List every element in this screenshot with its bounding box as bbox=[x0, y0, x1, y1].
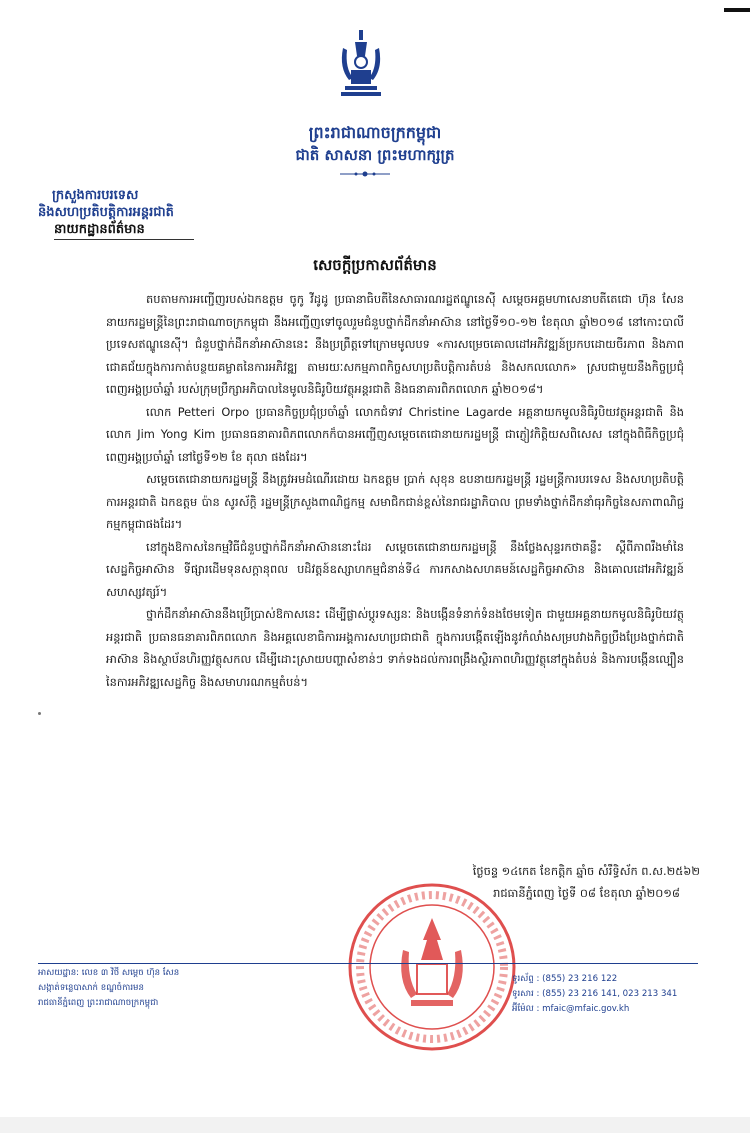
footer-divider bbox=[38, 963, 698, 964]
document-title: សេចក្តីប្រកាសព័ត៌មាន bbox=[313, 256, 437, 274]
document-body bbox=[106, 288, 684, 693]
page-bottom-bar bbox=[0, 1117, 750, 1133]
body-paragraph: លោក Petteri Orpo ប្រធានកិច្ចប្រជុំប្រចាំឆ្នាំ លោកជំទាវ Christine Lagarde អគ្គនាយកមូលនិធិរូបិយវត្ថុអន្តរជាតិ និងលោក Jim Yong Kim ប្រធានធនាគារពិភពលោកក៏បានអញ្ជើញសម្តេចតេជោនាយករដ្ឋមន្ត្រី ជាភ្ញៀវកិត្តិយសពិសេស នៅក្នុងពិធីកិច្ចប្រជុំពេញអង្គប្រចាំឆ្នាំ នៅថ្ងៃទី១២ ខែ តុលា ផងដែរ។ bbox=[106, 404, 684, 464]
kingdom-name: ព្រះរាជាណាចក្រកម្ពុជា bbox=[308, 123, 442, 142]
scan-speck bbox=[38, 712, 41, 715]
fax-number: ទូរសារ : (855) 23 216 141, 023 213 341 bbox=[512, 989, 678, 999]
footer-address bbox=[38, 966, 179, 1011]
phone-number: ទូរស័ព្ទ : (855) 23 216 122 bbox=[512, 974, 618, 984]
address-line: រាជធានីភ្នំពេញ ព្រះរាជាណាចក្រកម្ពុជា bbox=[38, 998, 159, 1008]
footer-contact bbox=[512, 972, 677, 1017]
lunar-date: ថ្ងៃចន្ទ ១៤កេត ខែកត្តិក ឆ្នាំច សំរឹទ្ធិស័ក ព.ស.២៥៦២ bbox=[472, 864, 700, 878]
body-paragraph: នៅក្នុងឱកាសនៃកម្មវិធីជំនួបថ្នាក់ដឹកនាំអាស៊ាននោះដែរ សម្តេចតេជោនាយករដ្ឋមន្ត្រី នឹងថ្លែងសុន្ទរកថាគន្លឹះ ស្តីពីភាពរឹងមាំនៃសេដ្ឋកិច្ចអាស៊ាន ទីផ្សារដើមទុនសក្តានុពល បដិវត្តន៍ឧស្សាហកម្មជំនាន់ទី៤ ការកសាងសហគមន៍សេដ្ឋកិច្ចអាស៊ាន និងគោលដៅអភិវឌ្ឍន៍សហស្សវត្សរ៍។ bbox=[106, 539, 684, 599]
date-block bbox=[430, 860, 700, 904]
address-line: សង្កាត់ទន្លេបាសាក់ ខណ្ឌចំការមន bbox=[38, 983, 144, 993]
ministry-name: ក្រសួងការបរទេស bbox=[52, 188, 139, 203]
ministry-underline bbox=[54, 239, 194, 240]
email-address: អ៊ីម៉ែល : mfaic@mfaic.gov.kh bbox=[512, 1004, 630, 1014]
address-line: អាសយដ្ឋាន: លេខ ៣ វិថី សម្តេច ហ៊ុន សែន bbox=[38, 968, 180, 978]
ornament-divider-icon bbox=[340, 170, 390, 178]
ministry-heading bbox=[38, 187, 194, 240]
ministry-name-cont: និងសហប្រតិបត្តិការអន្តរជាតិ bbox=[38, 205, 174, 220]
official-seal-icon bbox=[345, 880, 520, 1055]
body-paragraph: សម្តេចតេជោនាយករដ្ឋមន្ត្រី នឹងត្រូវអមដំណើរដោយ ឯកឧត្តម ប្រាក់ សុខុន ឧបនាយករដ្ឋមន្ត្រី រដ្ឋមន្ត្រីការបរទេស និងសហប្រតិបត្តិការអន្តរជាតិ ឯកឧត្តម ប៉ាន សូរស័ក្តិ រដ្ឋមន្ត្រីក្រសួងពាណិជ្ជកម្ម សមាជិកជាន់ខ្ពស់នៃរាជរដ្ឋាភិបាល ព្រមទាំងថ្នាក់ដឹកនាំធុរកិច្ចនៃសភាពាណិជ្ជកម្មកម្ពុជាផងដែរ។ bbox=[106, 472, 684, 531]
royal-emblem-icon bbox=[335, 28, 387, 98]
national-motto: ជាតិ សាសនា ព្រះមហាក្សត្រ bbox=[295, 146, 455, 164]
solar-date: រាជធានីភ្នំពេញ ថ្ងៃទី ០៨ ខែតុលា ឆ្នាំ២០១៨ bbox=[493, 886, 680, 900]
corner-mark bbox=[724, 8, 750, 12]
kingdom-heading bbox=[0, 122, 750, 166]
department-name: នាយកដ្ឋានព័ត៌មាន bbox=[54, 222, 145, 237]
body-paragraph: ថ្នាក់ដឹកនាំអាស៊ាននឹងប្រើប្រាស់ឱកាសនេះ ដើម្បីផ្លាស់ប្តូរទស្សនៈ និងបង្កើនទំនាក់ទំនងថែមទៀត ជាមួយអគ្គនាយកមូលនិធិរូបិយវត្ថុអន្តរជាតិ ប្រធានធនាគារពិភពលោក និងអគ្គលេខាធិការអង្គការសហប្រជាជាតិ ក្នុងការបង្កើតឡើងនូវកំលាំងសម្របវាងកិច្ចប្រឹងប្រែងថ្នាក់ជាតិ អាស៊ាន និងស្ថាប័នហិរញ្ញវត្ថុសកល ដើម្បីដោះស្រាយបញ្ហាសំខាន់ៗ ទាក់ទងដល់ការពង្រឹងស្ថិរភាពហិរញ្ញវត្ថុនៅក្នុងតំបន់ និងការបង្កើនល្បឿននៃការអភិវឌ្ឍសេដ្ឋកិច្ច និងសមាហរណកម្មតំបន់។ bbox=[106, 607, 684, 689]
body-paragraph: តបតាមការអញ្ជើញរបស់ឯកឧត្តម ចូកូ វីដូដូ ប្រធានាធិបតីនៃសាធារណរដ្ឋឥណ្ឌូនេស៊ី សម្តេចអគ្គមហាសេនាបតីតេជោ ហ៊ុន សែន នាយករដ្ឋមន្ត្រីនៃព្រះរាជាណាចក្រកម្ពុជា នឹងអញ្ជើញទៅចូលរួមជំនួបថ្នាក់ដឹកនាំអាស៊ាន នៅថ្ងៃទី១០-១២ ខែតុលា ឆ្នាំ២០១៨ នៅកោះបាលី ប្រទេសឥណ្ឌូនេស៊ី។ ជំនួបថ្នាក់ដឹកនាំអាស៊ាននេះ នឹងប្រព្រឹត្តទៅក្រោមមូលបទ «ការសម្រេចគោលដៅអភិវឌ្ឍន៍ប្រកបដោយចីរភាព និងភាពជោគជ័យក្នុងការកាត់បន្ថយគម្លាតនៃការអភិវឌ្ឍ តាមរយៈសកម្មភាពកិច្ចសហប្រតិបត្តិការតំបន់ និងសកលលោក» ស្របជាមួយនឹងកិច្ចប្រជុំពេញអង្គប្រចាំឆ្នាំ របស់ក្រុមប្រឹក្សាអភិបាលនៃមូលនិធិរូបិយវត្ថុអន្តរជាតិ និងធនាគារពិភពលោក ឆ្នាំ២០១៨។ bbox=[106, 292, 684, 396]
